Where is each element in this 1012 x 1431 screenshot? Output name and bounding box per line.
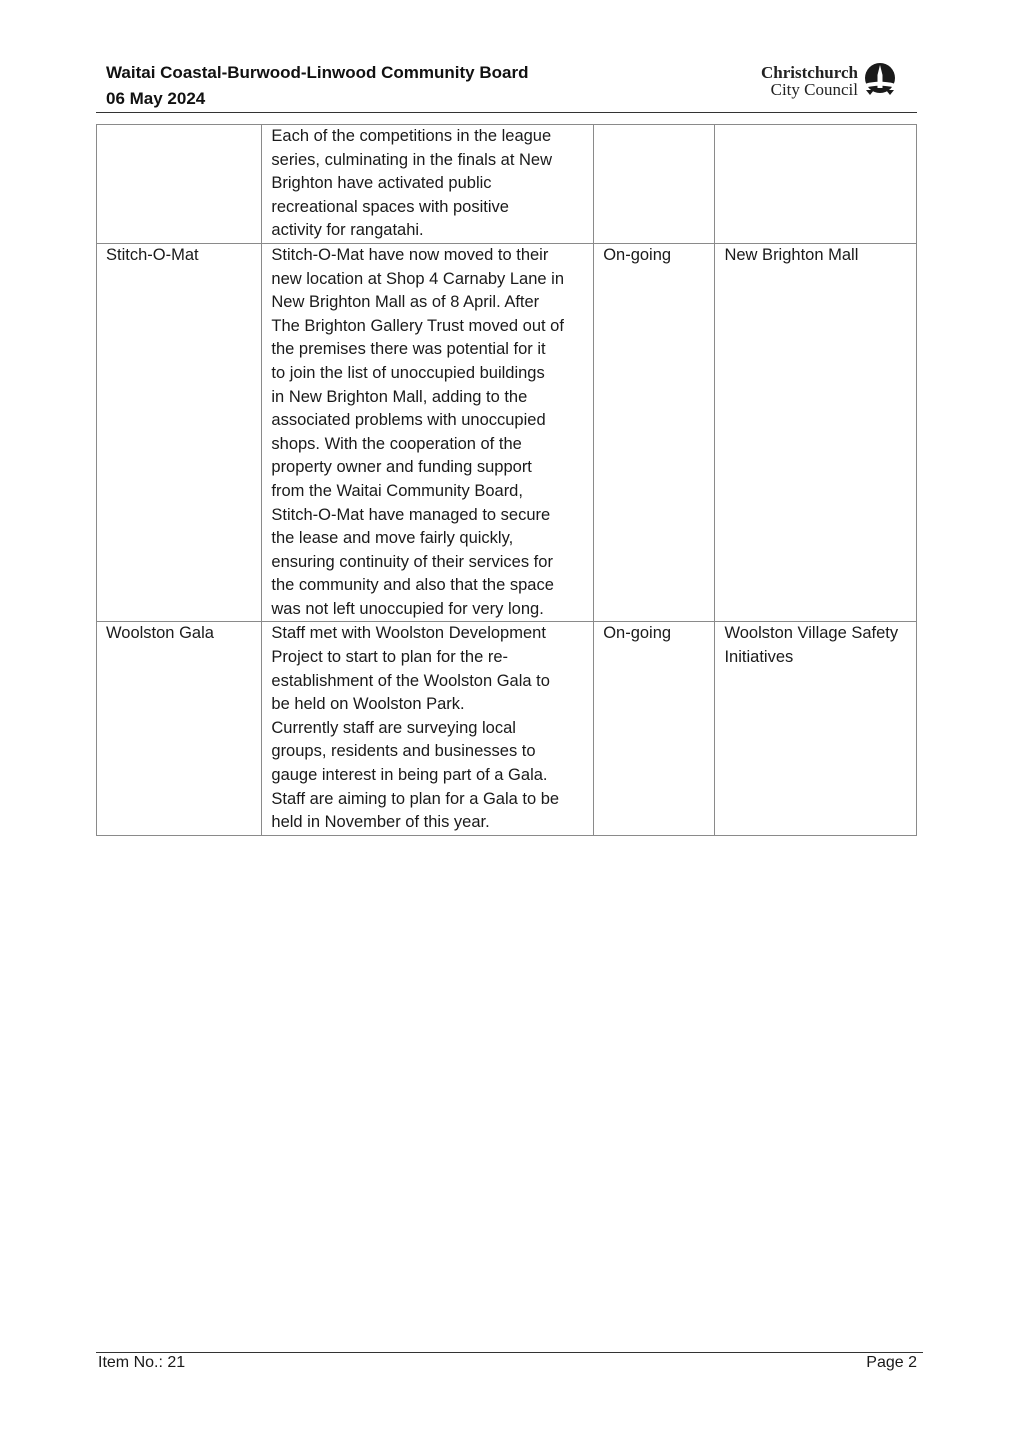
description-line: was not left unoccupied for very long.	[271, 599, 544, 618]
description-line: recreational spaces with positive	[271, 197, 509, 216]
description-line: new location at Shop 4 Carnaby Lane in	[271, 269, 565, 288]
description-cell	[262, 243, 594, 622]
table-row	[97, 622, 917, 835]
description-line: to join the list of unoccupied buildings	[271, 363, 545, 382]
project-cell: Stitch-O-Mat	[97, 243, 262, 622]
status-cell: On-going	[594, 243, 715, 622]
description-line: groups, residents and businesses to	[271, 742, 536, 761]
description-line: Project to start to plan for the re-	[271, 648, 508, 667]
project-cell	[97, 125, 262, 244]
description-line: Staff met with Woolston Development	[271, 624, 546, 643]
description-line: Staff are aiming to plan for a Gala to be	[271, 789, 560, 808]
description-line: establishment of the Woolston Gala to	[271, 671, 550, 690]
description-line: The Brighton Gallery Trust moved out of	[271, 316, 564, 335]
page-number: Page 2	[866, 1354, 917, 1371]
description-line: Stitch-O-Mat have now moved to their	[271, 245, 549, 264]
description-line: associated problems with unoccupied	[271, 411, 546, 430]
item-number: Item No.: 21	[98, 1354, 186, 1371]
description-line: held in November of this year.	[271, 813, 490, 832]
description-line: activity for rangatahi.	[271, 221, 424, 240]
description-line: gauge interest in being part of a Gala.	[271, 766, 548, 785]
description-line: Stitch-O-Mat have managed to secure	[271, 505, 551, 524]
description-cell	[262, 125, 594, 244]
board-name: Waitai Coastal-Burwood-Linwood Community Board	[106, 63, 529, 82]
description-cell	[262, 622, 594, 835]
description-line: Currently staff are surveying local	[271, 718, 516, 737]
description-line: Brighton have activated public	[271, 174, 492, 193]
description-line: property owner and funding support	[271, 458, 532, 477]
link-cell	[715, 125, 917, 244]
council-logo	[748, 62, 898, 102]
page-header	[106, 60, 916, 112]
description-line: ensuring continuity of their services for	[271, 552, 553, 571]
description-line: be held on Woolston Park.	[271, 695, 465, 714]
project-cell: Woolston Gala	[97, 622, 262, 835]
header-divider	[96, 112, 917, 113]
description-line: the lease and move fairly quickly,	[271, 529, 514, 548]
description-line: Each of the competitions in the league	[271, 127, 552, 145]
link-cell: Woolston Village Safety Initiatives	[715, 622, 917, 835]
description-line: the community and also that the space	[271, 576, 554, 595]
logo-line-1: Christchurch	[761, 63, 858, 82]
project-table	[96, 124, 917, 836]
status-cell	[594, 125, 715, 244]
cathedral-logo-icon	[862, 62, 898, 98]
meeting-date: 06 May 2024	[106, 89, 206, 108]
description-line: series, culminating in the finals at New	[271, 150, 553, 169]
description-line: the premises there was potential for it	[271, 340, 546, 359]
table-row	[97, 125, 917, 244]
description-line: in New Brighton Mall, adding to the	[271, 387, 528, 406]
description-line: shops. With the cooperation of the	[271, 434, 522, 453]
description-line: from the Waitai Community Board,	[271, 481, 523, 500]
footer-divider	[96, 1352, 923, 1353]
table-row	[97, 243, 917, 622]
status-cell: On-going	[594, 622, 715, 835]
link-cell: New Brighton Mall	[715, 243, 917, 622]
description-line: New Brighton Mall as of 8 April. After	[271, 293, 540, 312]
logo-text	[761, 64, 858, 98]
logo-line-2: City Council	[770, 80, 858, 99]
